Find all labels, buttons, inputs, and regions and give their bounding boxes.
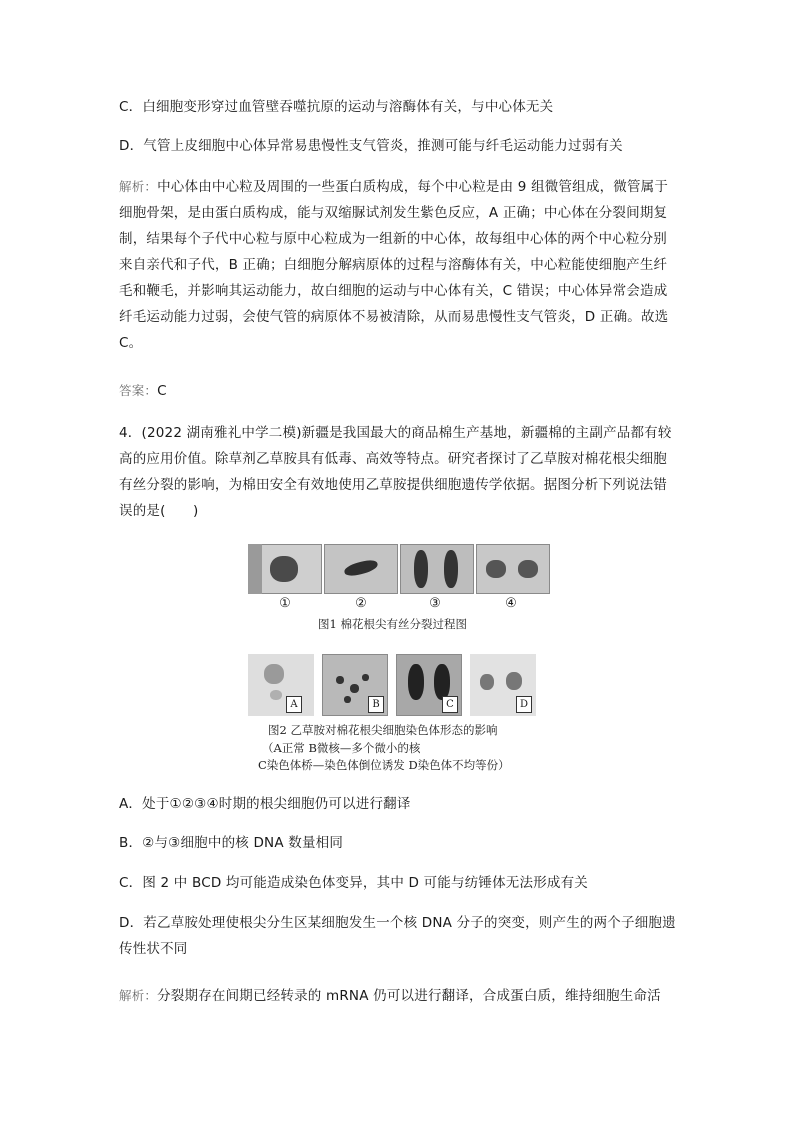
option-b-q4: B．②与③细胞中的核 DNA 数量相同	[119, 835, 344, 851]
answer-value: C	[157, 383, 167, 399]
micrograph-1	[248, 544, 322, 594]
figure1-label-3: ③	[429, 596, 441, 611]
figure2-letter-a: A	[286, 696, 302, 713]
figure1-micrographs	[248, 544, 550, 594]
analysis-q4	[119, 983, 679, 1009]
micrograph-d	[470, 654, 536, 716]
option-c-q3: C．白细胞变形穿过血管壁吞噬抗原的运动与溶酶体有关，与中心体无关	[119, 99, 554, 115]
answer-q3	[119, 378, 679, 404]
micrograph-c	[396, 654, 462, 716]
answer-label: 答案：	[119, 383, 158, 398]
figure2-letter-d: D	[516, 696, 532, 713]
figure2-letter-b: B	[368, 696, 384, 713]
micrograph-2	[324, 544, 398, 594]
analysis-q4-text: 分裂期存在间期已经转录的 mRNA 仍可以进行翻译，合成蛋白质，维持细胞生命活	[157, 988, 661, 1004]
micrograph-a	[248, 654, 314, 716]
figure2-note-1: （A正常 B微核—多个微小的核	[262, 741, 421, 755]
figure2-caption: 图2 乙草胺对棉花根尖细胞染色体形态的影响	[268, 723, 498, 737]
micrograph-b	[322, 654, 388, 716]
option-c-q4: C．图 2 中 BCD 均可能造成染色体变异，其中 D 可能与纺锤体无法形成有关	[119, 875, 589, 891]
option-d-q4: D．若乙草胺处理使根尖分生区某细胞发生一个核 DNA 分子的突变，则产生的两个子细胞遗传性状不同	[119, 915, 676, 957]
option-d-q3: D．气管上皮细胞中心体异常易患慢性支气管炎，推测可能与纤毛运动能力过弱有关	[119, 138, 623, 154]
question-4-stem: 4．(2022 湖南雅礼中学二模)新疆是我国最大的商品棉生产基地，新疆棉的主副产品都有较高的应用价值。除草剂乙草胺具有低毒、高效等特点。研究者探讨了乙草胺对棉花根尖细胞有丝分裂的影响，为棉田安全有效地使用乙草胺提供细胞遗传学依据。据图分析下列说法错误的是( )	[119, 425, 672, 519]
analysis-q3	[119, 174, 679, 356]
figure2-micrographs	[248, 654, 536, 716]
figure1-label-4: ④	[505, 596, 517, 611]
figure2-note-2: C染色体桥—染色体倒位诱发 D染色体不均等份）	[258, 758, 510, 772]
micrograph-4	[476, 544, 550, 594]
figure1-label-2: ②	[355, 596, 367, 611]
analysis-text: 中心体由中心粒及周围的一些蛋白质构成，每个中心粒是由 9 组微管组成，微管属于细胞骨架，是由蛋白质构成，能与双缩脲试剂发生紫色反应，A 正确；中心体在分裂间期复制，结果每个子代中心粒与原中心粒成为一组新的中心体，故每组中心体的两个中心粒分别来自亲代和子代，B 正确；白细胞分解病原体的过程与溶酶体有关，中心粒能使细胞产生纤毛和鞭毛，并影响其运动能力，故白细胞的运动与中心体有关，C 错误；中心体异常会造成纤毛运动能力过弱，会使气管的病原体不易被清除，从而易患慢性支气管炎，D 正确。故选 C。	[119, 179, 669, 351]
analysis-label: 解析：	[119, 179, 158, 194]
figure2-letter-c: C	[442, 696, 458, 713]
analysis-q4-label: 解析：	[119, 988, 158, 1003]
option-a-q4: A．处于①②③④时期的根尖细胞仍可以进行翻译	[119, 796, 411, 812]
figure1-caption: 图1 棉花根尖有丝分裂过程图	[318, 617, 467, 631]
micrograph-3	[400, 544, 474, 594]
figure1-label-1: ①	[279, 596, 291, 611]
